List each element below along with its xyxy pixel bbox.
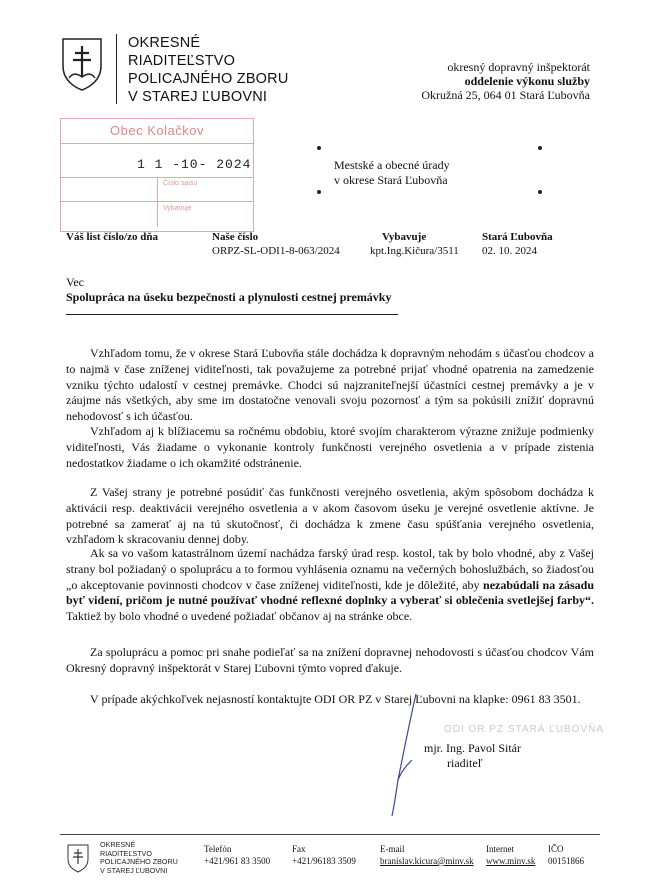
footer-fax-value: +421/96183 3509 — [292, 856, 356, 866]
ref-date: 02. 10. 2024 — [482, 245, 537, 257]
footer-org-line: POLICAJNÉHO ZBORU — [100, 857, 178, 867]
ref-place-label: Stará Ľubovňa — [482, 231, 553, 243]
body-emphasis: nezabúdali na zásadu byť videní, pričom je nutné používať vhodné reflexné doplnky a vyberať si oblečenia svetlejšej farby“. — [66, 577, 594, 608]
addressee-line: Mestské a obecné úrady — [334, 158, 450, 172]
subject-underline — [66, 314, 398, 315]
address-window-marker — [538, 146, 542, 150]
subject-label: Vec — [66, 275, 84, 289]
footer-fax-label: Fax — [292, 844, 306, 854]
body-paragraph: V prípade akýchkoľvek nejasností kontaktujte ODI OR PZ v Starej Ľubovni na klapke: 0961 83 3501. — [90, 692, 581, 706]
addressee-block — [334, 158, 450, 188]
org-line: V STAREJ ĽUBOVNI — [128, 89, 268, 105]
footer-ico-label: IČO — [548, 844, 564, 854]
stamp-divider — [157, 177, 158, 227]
ref-handled-by-label: Vybavuje — [382, 231, 427, 243]
coat-of-arms-icon — [60, 36, 104, 92]
registry-stamp — [60, 118, 254, 232]
stamp-municipality: Obec Kolačkov — [110, 123, 204, 138]
footer-email-label: E-mail — [380, 844, 405, 854]
footer-ico — [548, 843, 584, 867]
body-paragraph: Vzhľadom tomu, že v okrese Stará Ľubovňa stále dochádza k dopravným nehodám s účasťou chodcov a to najmä v čase zníženej viditeľnosti, tak považujeme za potrebné prijať vhodné opatrenia na zamedzenie vzniku týchto udalostí v cestnej premávke. Chodci sú najzraniteľnejší účastníci cestnej premávky a je v záujme nás všetkých, aby sme im dostatočne venovali svoju pozornosť a tým sa pokúsili znížiť dopravnú nehodovosť s ich účasťou. — [66, 346, 594, 424]
footer-email — [380, 843, 474, 867]
org-line: POLICAJNÉHO ZBORU — [128, 71, 289, 87]
subject-text: Spolupráca na úseku bezpečnosti a plynulosti cestnej premávky — [66, 290, 392, 304]
sender-department: oddelenie výkonu služby — [464, 74, 590, 88]
body-paragraph: Za spoluprácu a pomoc pri snahe podieľať sa na znížení dopravnej nehodovosti s účasťou chodcov Vám Okresný dopravný inšpektorát v Starej Ľubovni týmto vopred ďakuje. — [66, 645, 594, 675]
footer-phone-label: Telefón — [204, 844, 232, 854]
footer-org-line: V STAREJ ĽUBOVNI — [100, 865, 168, 875]
ref-our-number-label: Naše číslo — [212, 231, 259, 243]
stamp-line — [61, 143, 253, 144]
footer-divider — [60, 834, 600, 835]
sender-address: Okružná 25, 064 01 Stará Ľubovňa — [421, 88, 590, 102]
footer-org-line: OKRESNÉ — [100, 840, 136, 849]
body-paragraph — [66, 546, 594, 625]
footer-email-link[interactable]: branislav.kicura@minv.sk — [380, 856, 474, 866]
addressee-line: v okrese Stará Ľubovňa — [334, 173, 448, 187]
signature-stamp: ODI OR PZ STARÁ ĽUBOVŇA — [444, 724, 605, 735]
footer-org-line: RIADITEĽSTVO — [100, 848, 152, 858]
footer-phone-value: +421/961 83 3500 — [204, 856, 271, 866]
handwritten-signature — [386, 690, 426, 820]
signatory-name: mjr. Ing. Pavol Sitár — [424, 741, 521, 755]
header-divider — [116, 34, 117, 104]
ref-handled-by: kpt.Ing.Kičura/3511 — [370, 245, 459, 257]
footer-phone — [204, 843, 270, 867]
stamp-date: 1 1 -10- 2024 — [137, 157, 252, 172]
footer-web — [486, 843, 535, 867]
ref-our-number: ORPZ-SL-ODI1-8-063/2024 — [212, 245, 340, 257]
footer-coat-of-arms-icon — [66, 843, 90, 873]
sender-block — [421, 60, 590, 102]
footer-ico-value: 00151866 — [548, 856, 584, 866]
ref-your-letter-label: Váš list číslo/zo dňa — [66, 231, 158, 243]
body-paragraph: Z Vašej strany je potrebné posúdiť čas funkčnosti verejného osvetlenia, akým spôsobom dochádza k aktivácii resp. deaktivácii verejného osvetlenia a v akom časovom úseku je verejné osvetlenie aktívne. Je potrebné sa zamerať aj na tú skutočnosť, či dochádza k zmene času spúšťania verejného osvetlenia, vzhľadom k skracovaniu dennej doby. — [66, 485, 594, 547]
stamp-field-label: Vybavuje — [163, 205, 192, 212]
address-window-marker — [317, 190, 321, 194]
footer-web-link[interactable]: www.minv.sk — [486, 856, 536, 866]
address-window-marker — [317, 146, 321, 150]
sender-unit: okresný dopravný inšpektorát — [447, 60, 590, 74]
body-text: Taktiež by bolo vhodné o uvedené požiadať občanov aj na stránke obce. — [66, 609, 413, 624]
footer-fax — [292, 843, 356, 867]
address-window-marker — [538, 190, 542, 194]
signatory-title: riaditeľ — [447, 756, 483, 770]
body-text: Ak sa vo vašom katastrálnom území nachádza farský úrad resp. kostol, tak by bolo vhodné, aby z Vašej strany bol požiadaný o spoluprácu a to formou vyhlásenia oznamu na večerných bohoslužbách, so žiadosťou „o akceptovanie povinnosti chodcov v čase zníženej viditeľnosti, kde je dôležité, aby — [66, 546, 594, 592]
stamp-field-label: Číslo spisu — [163, 180, 198, 187]
org-line: RIADITEĽSTVO — [128, 53, 236, 69]
footer-organization — [100, 841, 178, 875]
footer-web-label: Internet — [486, 844, 514, 854]
body-paragraph: Vzhľadom aj k blížiacemu sa ročnému obdobiu, ktoré svojím charakterom výrazne znižuje podmienky viditeľnosti, Vás žiadame o vykonanie kontroly funkčnosti verejného osvetlenia a v prípade zistenia nedostatkov žiadame o ich okamžité odstránenie. — [66, 424, 594, 470]
org-line: OKRESNÉ — [128, 35, 201, 51]
organization-name — [128, 34, 289, 106]
